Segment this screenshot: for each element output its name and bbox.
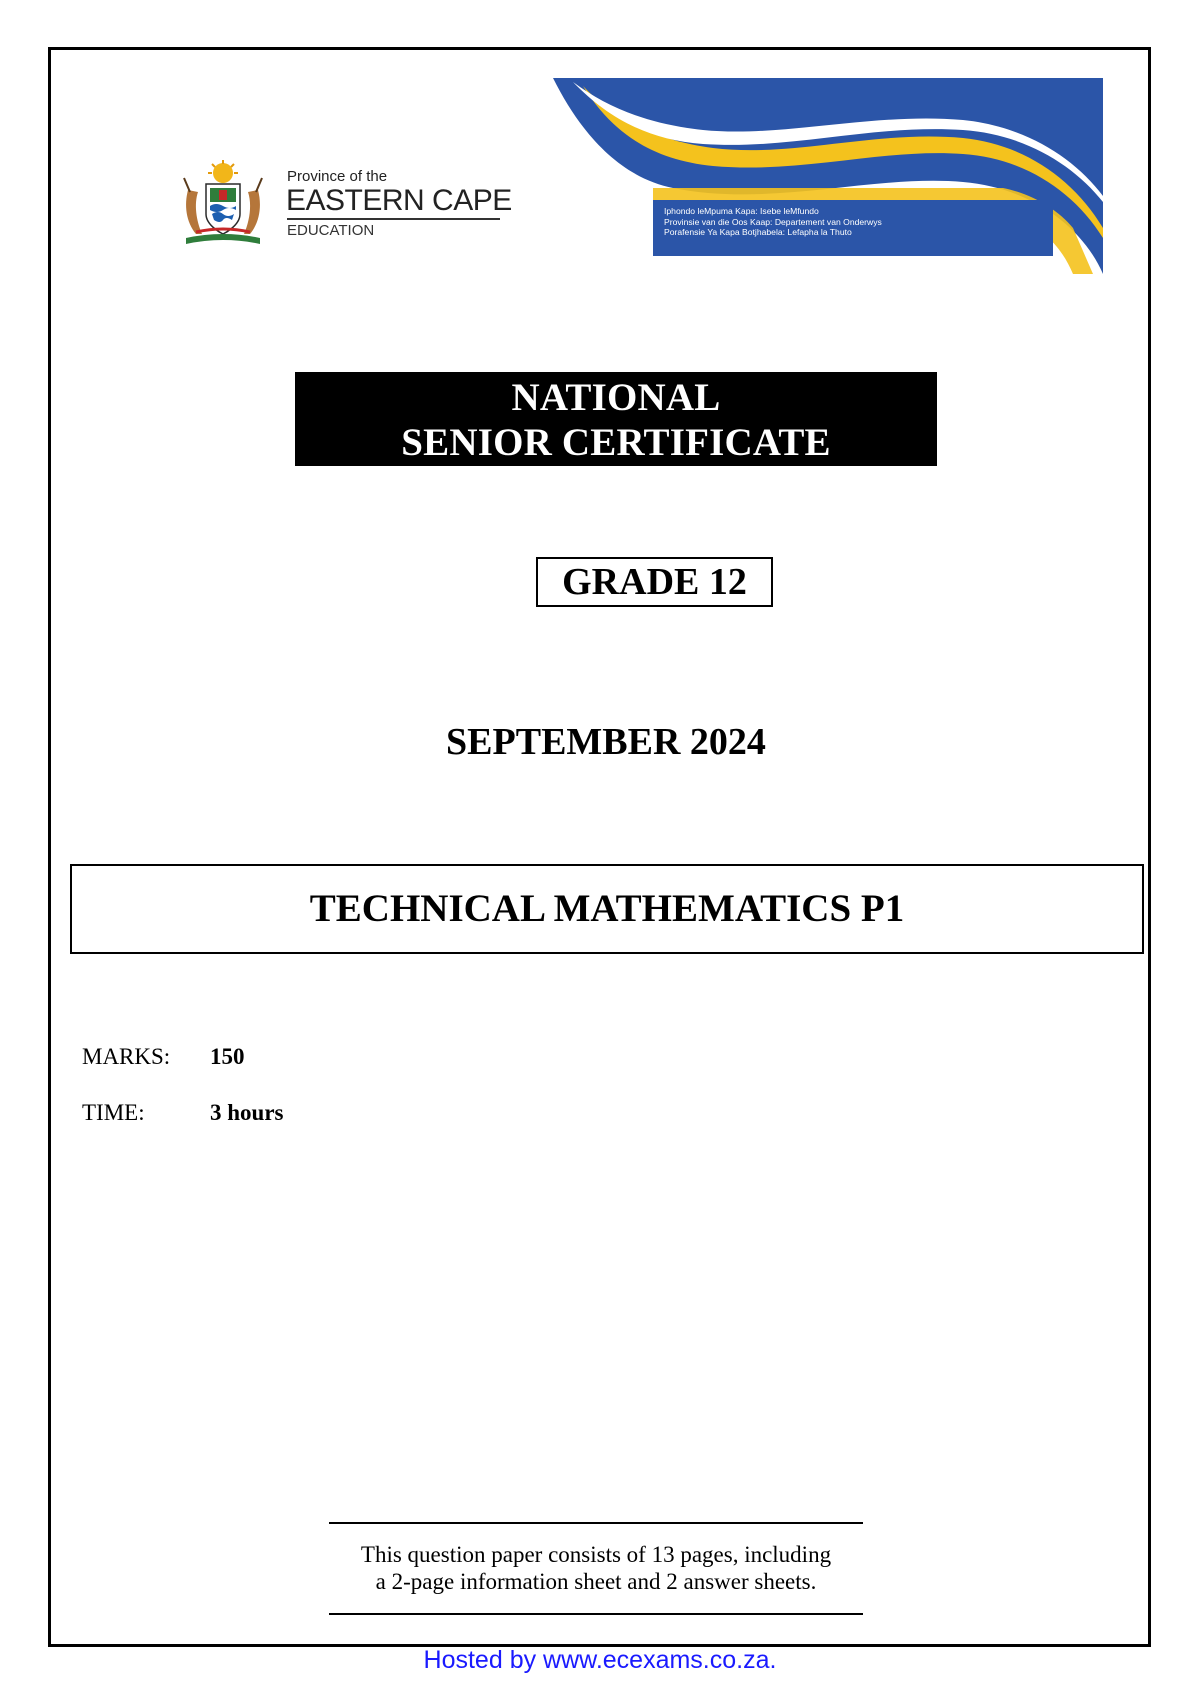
subject-title: TECHNICAL MATHEMATICS P1 [70, 864, 1144, 954]
coat-of-arms-logo [166, 160, 280, 246]
department-banner-graphic [553, 78, 1103, 274]
certificate-title-box [295, 372, 937, 466]
province-prefix: Province of the [287, 168, 388, 185]
banner-line-2: Provinsie van die Oos Kaap: Departement van Onderwys [664, 216, 882, 227]
banner-line-3: Porafensie Ya Kapa Botjhabela: Lefapha la Thuto [664, 227, 852, 237]
title-line-1: NATIONAL [511, 376, 721, 419]
marks-value: 150 [210, 1044, 245, 1069]
note-line-1: This question paper consists of 13 pages, including [360, 1542, 832, 1567]
footer-top-rule [329, 1522, 863, 1524]
department-name: EDUCATION [287, 222, 375, 239]
footer-bottom-rule [329, 1613, 863, 1615]
province-name: EASTERN CAPE [286, 184, 512, 217]
note-line-2: a 2-page information sheet and 2 answer sheets. [375, 1569, 817, 1594]
grade-label: GRADE 12 [536, 557, 773, 607]
exam-date: SEPTEMBER 2024 [446, 721, 766, 763]
hosted-by-link[interactable]: Hosted by www.ecexams.co.za. [423, 1646, 777, 1674]
title-line-2: SENIOR CERTIFICATE [401, 421, 831, 464]
banner-line-1: Iphondo leMpuma Kapa: Isebe leMfundo [664, 206, 819, 216]
marks-label: MARKS: [82, 1044, 171, 1069]
page-count-note [329, 1541, 863, 1595]
time-value: 3 hours [210, 1100, 284, 1125]
page-border [48, 47, 1151, 1647]
banner-multilingual-text [664, 206, 964, 238]
province-divider [287, 218, 500, 220]
time-label: TIME: [82, 1100, 145, 1125]
